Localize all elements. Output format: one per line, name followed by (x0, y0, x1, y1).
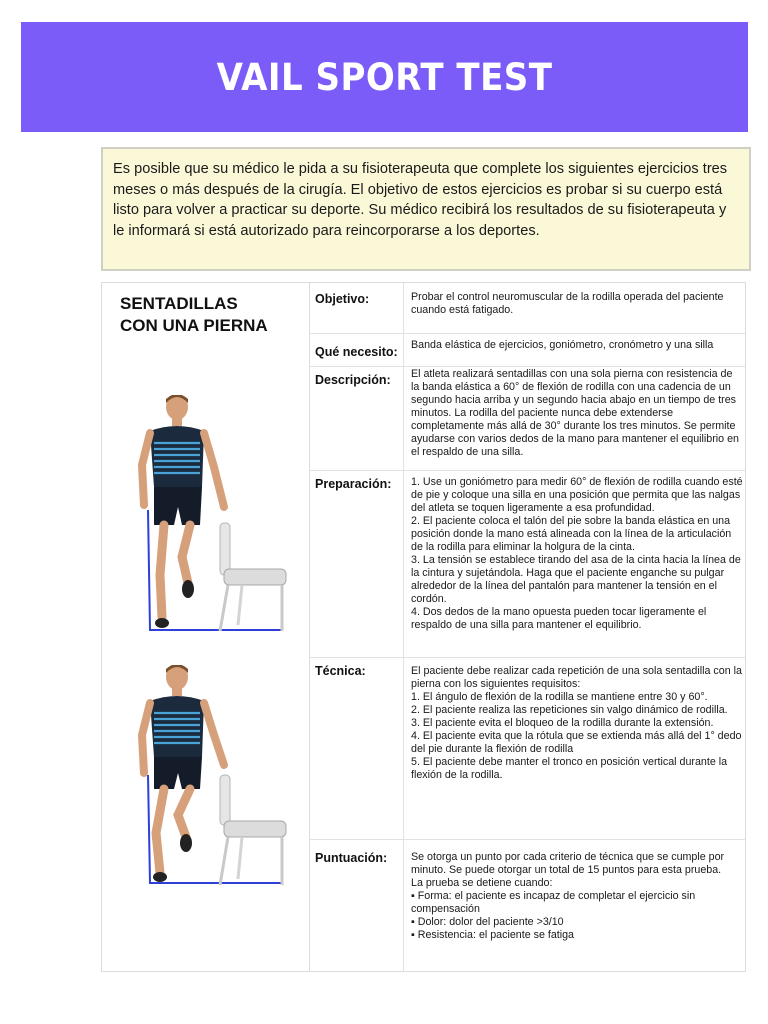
row-label: Qué necesito: (315, 345, 398, 359)
row-value: 1. Use un goniómetro para medir 60° de flexión de rodilla cuando esté de pie y coloque una silla en una posición que permita que las nalgas del atleta se toquen ligeramente a esa profundidad. 2. El paciente coloca el talón del pie sobre la banda elástica en una posición donde la mano está alineada con la línea de la articulación de la rodilla para eliminar la holgura de la cinta. 3. La tensión se establece tirando del asa de la cinta hacia la línea de la cintura y sujetándola. Haga que el paciente enganche su pulgar alrededor de la línea del pantalón para mantener la tensión en el cordón. 4. Dos dedos de la mano opuesta pueden tocar ligeramente el respaldo de una silla para mantener el equilibrio. (411, 476, 743, 631)
row-value: El atleta realizará sentadillas con una sola pierna con resistencia de la banda elástica a 60° de flexión de rodilla con una cadencia de un segundo hacia arriba y un segundo hacia abajo en un tiempo de tres minutos. La rodilla del paciente nunca debe extenderse completamente más allá de 30° durante los tres minutos. Se permite ayudarse con varios dedos de la mano para mantener el equilibrio en el respaldo de una silla. (411, 368, 739, 458)
chair-icon (220, 523, 286, 631)
row-puntuacion (309, 840, 746, 971)
header-banner (21, 22, 748, 132)
intro-box (101, 147, 751, 271)
row-objetivo (309, 283, 746, 334)
athlete-figure-squat (132, 665, 292, 890)
intro-text: Es posible que su médico le pida a su fisioterapeuta que complete los siguientes ejercicios tres meses o más después de la cirugía. El objetivo de estos ejercicios es probar si su cuerpo está listo para volver a practicar su deporte. Su médico recibirá los resultados de su fisioterapeuta y le informará si está autorizado para reincorporarse a los deportes. (113, 161, 728, 239)
row-label: Preparación: (315, 477, 392, 491)
row-value: El paciente debe realizar cada repetición de una sola sentadilla con la pierna con los siguientes requisitos: 1. El ángulo de flexión de la rodilla se mantiene entre 30 y 60°. 2. El paciente realiza las repeticiones sin valgo dinámico de rodilla. 3. El paciente evita el bloqueo de la rodilla durante la extensión. 4. El paciente evita que la rótula que se extienda más allá del 1° dedo del pie durante la flexión de rodilla 5. El paciente debe manter el tronco en posición vertical durante la flexión de la rodilla. (411, 665, 742, 781)
exercise-title (120, 293, 268, 337)
row-que-necesito (309, 334, 746, 367)
exercise-table (101, 282, 746, 972)
row-value: Se otorga un punto por cada criterio de técnica que se cumple por minuto. Se puede otorgar un total de 15 puntos para esta prueba. La prueba se detiene cuando: ▪ Forma: el paciente es incapaz de completar el ejercicio sin compensación ▪ Dolor: dolor del paciente >3/10 ▪ Resistencia: el paciente se fatiga (411, 851, 725, 941)
row-label: Objetivo: (315, 292, 370, 306)
row-tecnica (309, 658, 746, 840)
row-preparacion (309, 471, 746, 658)
exercise-title-line2: CON UNA PIERNA (120, 316, 268, 335)
row-label: Descripción: (315, 373, 391, 387)
row-label: Técnica: (315, 664, 366, 678)
athlete-figure-standing (132, 395, 292, 640)
row-value: Probar el control neuromuscular de la rodilla operada del paciente cuando está fatigado. (411, 291, 724, 316)
row-descripcion (309, 367, 746, 471)
row-label: Puntuación: (315, 851, 388, 865)
chair-icon (220, 775, 286, 885)
page-title: VAIL SPORT TEST (216, 55, 553, 99)
exercise-title-line1: SENTADILLAS (120, 294, 238, 313)
row-value: Banda elástica de ejercicios, goniómetro, cronómetro y una silla (411, 339, 714, 351)
exercise-title-column (102, 283, 310, 971)
